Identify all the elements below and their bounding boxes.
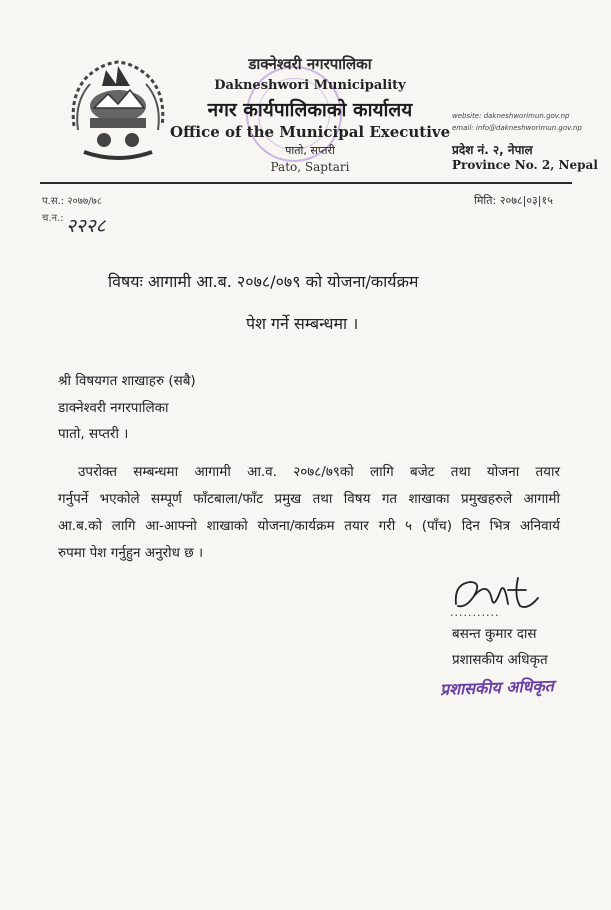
letter-number: प.स.: २०७७/७८ <box>42 196 102 207</box>
office-name-english: Office of the Municipal Executive <box>170 123 451 141</box>
municipality-name-english: Dakneshwori Municipality <box>214 78 406 93</box>
signatory-name: बसन्त कुमार दास <box>452 626 537 642</box>
office-name-nepali: नगर कार्यपालिकाको कार्यालय <box>207 99 413 121</box>
body-line-4: रुपमा पेश गर्नुहुन अनुरोध छ । <box>58 545 204 561</box>
recipient-line-1: श्री विषयगत शाखाहरु (सबै) <box>58 373 196 389</box>
location-english: Pato, Saptari <box>270 160 350 174</box>
recipient-line-2: डाक्नेश्वरी नगरपालिका <box>58 400 169 416</box>
subject-line-1: विषयः आगामी आ.ब. २०७८/०७९ को योजना/कार्यक्रम <box>108 272 419 291</box>
letter-date: मिति: २०७८|०३|१५ <box>474 194 553 207</box>
body-line-2: गर्नुपर्ने भएकोले सम्पूर्ण फाँटबाला/फाँट प्रमुख तथा विषय गत शाखाका प्रमुखहरुले आगामी <box>58 491 560 507</box>
nepal-emblem-icon <box>64 56 172 166</box>
dispatch-number-label: च.न.: <box>42 213 64 224</box>
location-nepali: पातो, सप्तरी <box>285 144 335 157</box>
province-english: Province No. 2, Nepal <box>452 158 598 172</box>
website-text: website: dakneshworimun.gov.np <box>452 112 570 120</box>
body-line-1: उपरोक्त सम्बन्धमा आगामी आ.व. २०७८/७९को लागि बजेट तथा योजना तयार <box>78 464 560 480</box>
recipient-line-3: पातो, सप्तरी । <box>58 426 129 442</box>
signatory-designation: प्रशासकीय अधिकृत <box>452 652 548 668</box>
dispatch-number-handwritten: २२२८ <box>66 215 106 237</box>
municipality-name-nepali: डाक्नेश्वरी नगरपालिका <box>248 55 372 73</box>
province-nepali: प्रदेश नं. २, नेपाल <box>452 143 533 157</box>
header-divider <box>40 182 572 184</box>
designation-stamp: प्रशासकीय अधिकृत <box>439 676 555 699</box>
signature-line: ........... <box>450 606 500 619</box>
body-line-3: आ.ब.को लागि आ-आफ्नो शाखाको योजना/कार्यक्रम तयार गरी ५ (पाँच) दिन भित्र अनिवार्य <box>58 518 560 534</box>
email-text: email: info@dakneshworimun.gov.np <box>452 124 582 132</box>
subject-line-2: पेश गर्ने सम्बन्धमा । <box>246 314 359 333</box>
